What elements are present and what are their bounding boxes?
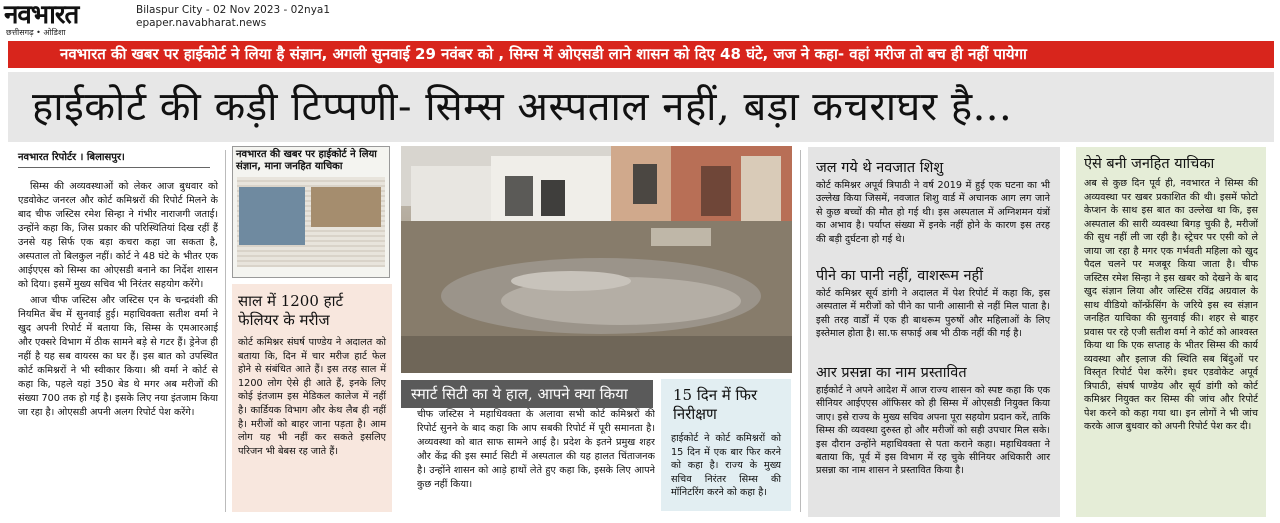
- news-clipping: [232, 146, 390, 278]
- epaper-site: epaper.navabharat.news: [136, 17, 267, 29]
- heart-failure-box: [232, 284, 392, 512]
- lead-story-column: [18, 180, 218, 510]
- clipping-photo-2: [311, 187, 381, 227]
- main-headline: हाईकोर्ट की कड़ी टिप्पणी- सिम्स अस्पताल नहीं, बड़ा कचराघर है...: [8, 72, 1274, 142]
- water-washroom-section: [816, 267, 1050, 341]
- clipping-title: नवभारत की खबर पर हाईकोर्ट ने लिया संज्ञान, माना जनहित याचिका: [236, 149, 377, 172]
- newborn-fire-heading: जल गये थे नवजात शिशु: [816, 160, 944, 176]
- prasanna-body: हाईकोर्ट ने अपने आदेश में आज राज्य शासन को स्पष्ट कहा कि एक सीनियर आईएएस ऑफिसर को ही सिम्स में ओएसडी नियुक्त किया जाए। इसे राज्य के मुख्य सचिव अपना पूरा सहयोग प्रदान करें, ताकि सिम्स की व्यवस्था दुरुस्त हो और मरीजों को सही उपचार मिल सके। इस दौरान उन्होंने महाधिवक्ता से पता कराने कहा। महाधिवक्ता ने बताया कि, पूर्व में इस विभाग में रह चुके सीनियर अधिकारी आर प्रसन्ना का नाम शासन ने प्रस्तावित किया है।: [816, 385, 1050, 477]
- logo-text: नवभारत: [4, 0, 79, 30]
- red-strap-headline: नवभारत की खबर पर हाईकोर्ट ने लिया है संज्ञान, अगली सुनवाई 29 नवंबर को , सिम्स में ओएसडी लाने शासन को दिए 48 घंटे, जज ने कहा- वहां मरीज तो बच ही नहीं पायेगा: [8, 41, 1274, 68]
- newborn-fire-body: कोर्ट कमिश्नर अपूर्व त्रिपाठी ने वर्ष 2019 में हुई एक घटना का भी उल्लेख किया जिसमें, नवजात शिशु वार्ड में अचानक आग लग जाने से कुछ बच्चों की मौत हो गई थी। इस अस्पताल में अग्निशमन यंत्रों का अभाव है। पर्याप्त संख्या में इनके नहीं होने के कारण इस तरह की बड़ी दुर्घटना हो गई थे।: [816, 180, 1050, 245]
- heart-failure-body: कोर्ट कमिश्नर संघर्ष पाण्डेय ने अदालत को बताया कि, दिन में चार मरीज हार्ट फेल होने से संबंधित आते हैं। इस तरह साल में 1200 लोग ऐसे ही आते हैं, इनके लिए कोई इंतजाम इस मेडिकल कालेज में नहीं है। कार्डियक विभाग और केथ लैब ही नहीं है। मरीजों को बाहर जाना पड़ता है। आम लोग यह भी नहीं कर सकते इसलिए परिजन भी बेबस रह जाते हैं।: [238, 337, 386, 457]
- lead-paragraph-1: सिम्स की अव्यवस्थाओं को लेकर आज बुधवार को एडवोकेट जनरल और कोर्ट कमिश्नरों की रिपोर्ट मिलने के बाद चीफ जस्टिस रमेश सिन्हा ने गंभीर नाराजगी जताई। उन्होंने कहा कि, जिस प्रकार की परिस्थितियां दिख रहीं हैं उनसे यह सिर्फ एक बड़ा कचरा कहा जा सकता है, अस्पताल तो बिलकुल नहीं। कोर्ट ने 48 घंटे के भीतर एक आईएएस को सिम्स का ओएसडी बनाने का निर्देश शासन को दिया। इसमें मुख्य सचिव भी निरंतर सहयोग करेंगे।: [18, 181, 218, 290]
- prasanna-heading: आर प्रसन्ना का नाम प्रस्तावित: [816, 365, 967, 381]
- column-divider: [225, 150, 226, 512]
- photo-caption: स्मार्ट सिटी का ये हाल, आपने क्या किया: [401, 380, 653, 408]
- logo-subtitle: छत्तीसगढ़ • ओडिशा: [6, 28, 66, 37]
- lead-paragraph-2: आज चीफ जस्टिस और जस्टिस एन के चन्द्रवंशी की नियमित बेंच में सुनवाई हुई। महाधिवक्ता सतीश वर्मा ने खुद अपनी रिपोर्ट में बताया कि, सिम्स के एमआरआई और एक्सरे विभाग में ठीक सामने बड़े से गटर हैं। ड्रेनेज ही नहीं है यह सब वायरस का घर हैं। इस बात को उपस्थित कोर्ट कमिश्नरों ने भी स्वीकार किया। श्री वर्मा ने कोर्ट से कहा कि, पहले यहां 350 बेड थे मगर अब मरीजों की संख्या 700 तक हो गई है। इसके लिए नया इंतजाम किया जा रहा है। ओएसडी अपनी अलग रिपोर्ट पेश करेंगे।: [18, 295, 218, 418]
- hospital-waterlogging-photo: [401, 146, 792, 373]
- edition-info: [136, 4, 330, 30]
- water-washroom-body: कोर्ट कमिश्नर सूर्य डांगी ने अदालत में पेश रिपोर्ट में कहा कि, इस अस्पताल में मरीजों को पीने का पानी आसानी से नहीं मिल पाता है। इसी तरह वार्डों में एक ही बाथरूम पुरुषों और महिलाओं के लिए इस्तेमाल होता है। सा.फ सफाई अब भी ठीक नहीं की गई है।: [816, 288, 1050, 340]
- pil-body: अब से कुछ दिन पूर्व ही, नवभारत ने सिम्स की अव्यवस्था पर खबर प्रकाशित की थी। इसमें फोटो केप्शन के साथ इस बात का उल्लेख था कि, इस अस्पताल की सारी व्यवस्था बिगड़ चुकी है, मरीजों की सुध नहीं ली जा रही है। स्ट्रेचर पर एसी को ले जाया जा रहा है मगर एक गर्भवती महिला को खुद पैदल चलने पर मजबूर किया जाता है। चीफ जस्टिस रमेश सिन्हा ने इस खबर को देखने के बाद खुद संज्ञान लिया और जस्टिस रविंद्र अग्रवाल के साथ वीडियो कॉन्फ्रेंसिंग के जरिये इस स्व संज्ञान जनहित याचिका की सुनवाई की। शहर से बाहर प्रवास पर रहे एजी सतीश वर्मा ने कोर्ट को आश्वस्त किया था कि एक सप्ताह के भीतर सिम्स की कार्य व्यवस्था और इलाज की स्थिति सब बिंदुओं पर विस्तृत रिपोर्ट पेश करेंगे। इधर एडवोकेट अपूर्व त्रिपाठी, संघर्ष पाण्डेय और सूर्य डांगी को कोर्ट कमिश्नर नियुक्त कर सिम्स की जांच और रिपोर्ट पेश करने को कहा गया था। इन लोगों ने भी जांच करके आज बुधवार को अपनी रिपोर्ट पेश कर दी।: [1084, 178, 1258, 432]
- masthead: [0, 0, 1280, 40]
- edition-line: Bilaspur City - 02 Nov 2023 - 02nya1: [136, 4, 331, 16]
- heart-failure-heading: साल में 1200 हार्ट फेलियर के मरीज: [238, 292, 344, 329]
- court-commissioner-panel: [808, 147, 1060, 517]
- prasanna-section: [816, 364, 1050, 478]
- pil-heading: ऐसे बनी जनहित याचिका: [1084, 156, 1215, 172]
- inspection-box: [661, 379, 791, 511]
- inspection-heading: 15 दिन में फिर निरीक्षण: [673, 386, 758, 423]
- chief-justice-column: चीफ जस्टिस ने महाधिवक्ता के अलावा सभी कोर्ट कमिश्नरों की रिपोर्ट सुनने के बाद कहा कि आप सबकी रिपोर्ट में पूरी समानता है। अव्यवस्था को बात साफ सामने आई है। प्रदेश के इतने प्रमुख शहर और केंद्र की इस स्मार्ट सिटी में अस्पताल की यह हालत चिंताजनक है। उन्होंने शासन को आड़े हाथों लेते हुए कहा कि, इसके लिए आपने कुछ नहीं किया।: [417, 409, 655, 490]
- byline: नवभारत रिपोर्टर । बिलासपुर।: [18, 151, 210, 168]
- water-washroom-heading: पीने का पानी नहीं, वाशरूम नहीं: [816, 268, 983, 284]
- clipping-photo: [239, 187, 305, 245]
- newborn-fire-section: [816, 159, 1050, 246]
- inspection-body: हाईकोर्ट ने कोर्ट कमिश्नरों को 15 दिन में एक बार फिर करने को कहा है। राज्य के मुख्य सचिव निरंतर सिम्स की मॉनिटरिंग करने को कहा है।: [671, 433, 781, 499]
- newspaper-logo: [4, 2, 126, 38]
- pil-background-panel: [1076, 147, 1266, 517]
- column-divider: [800, 150, 801, 512]
